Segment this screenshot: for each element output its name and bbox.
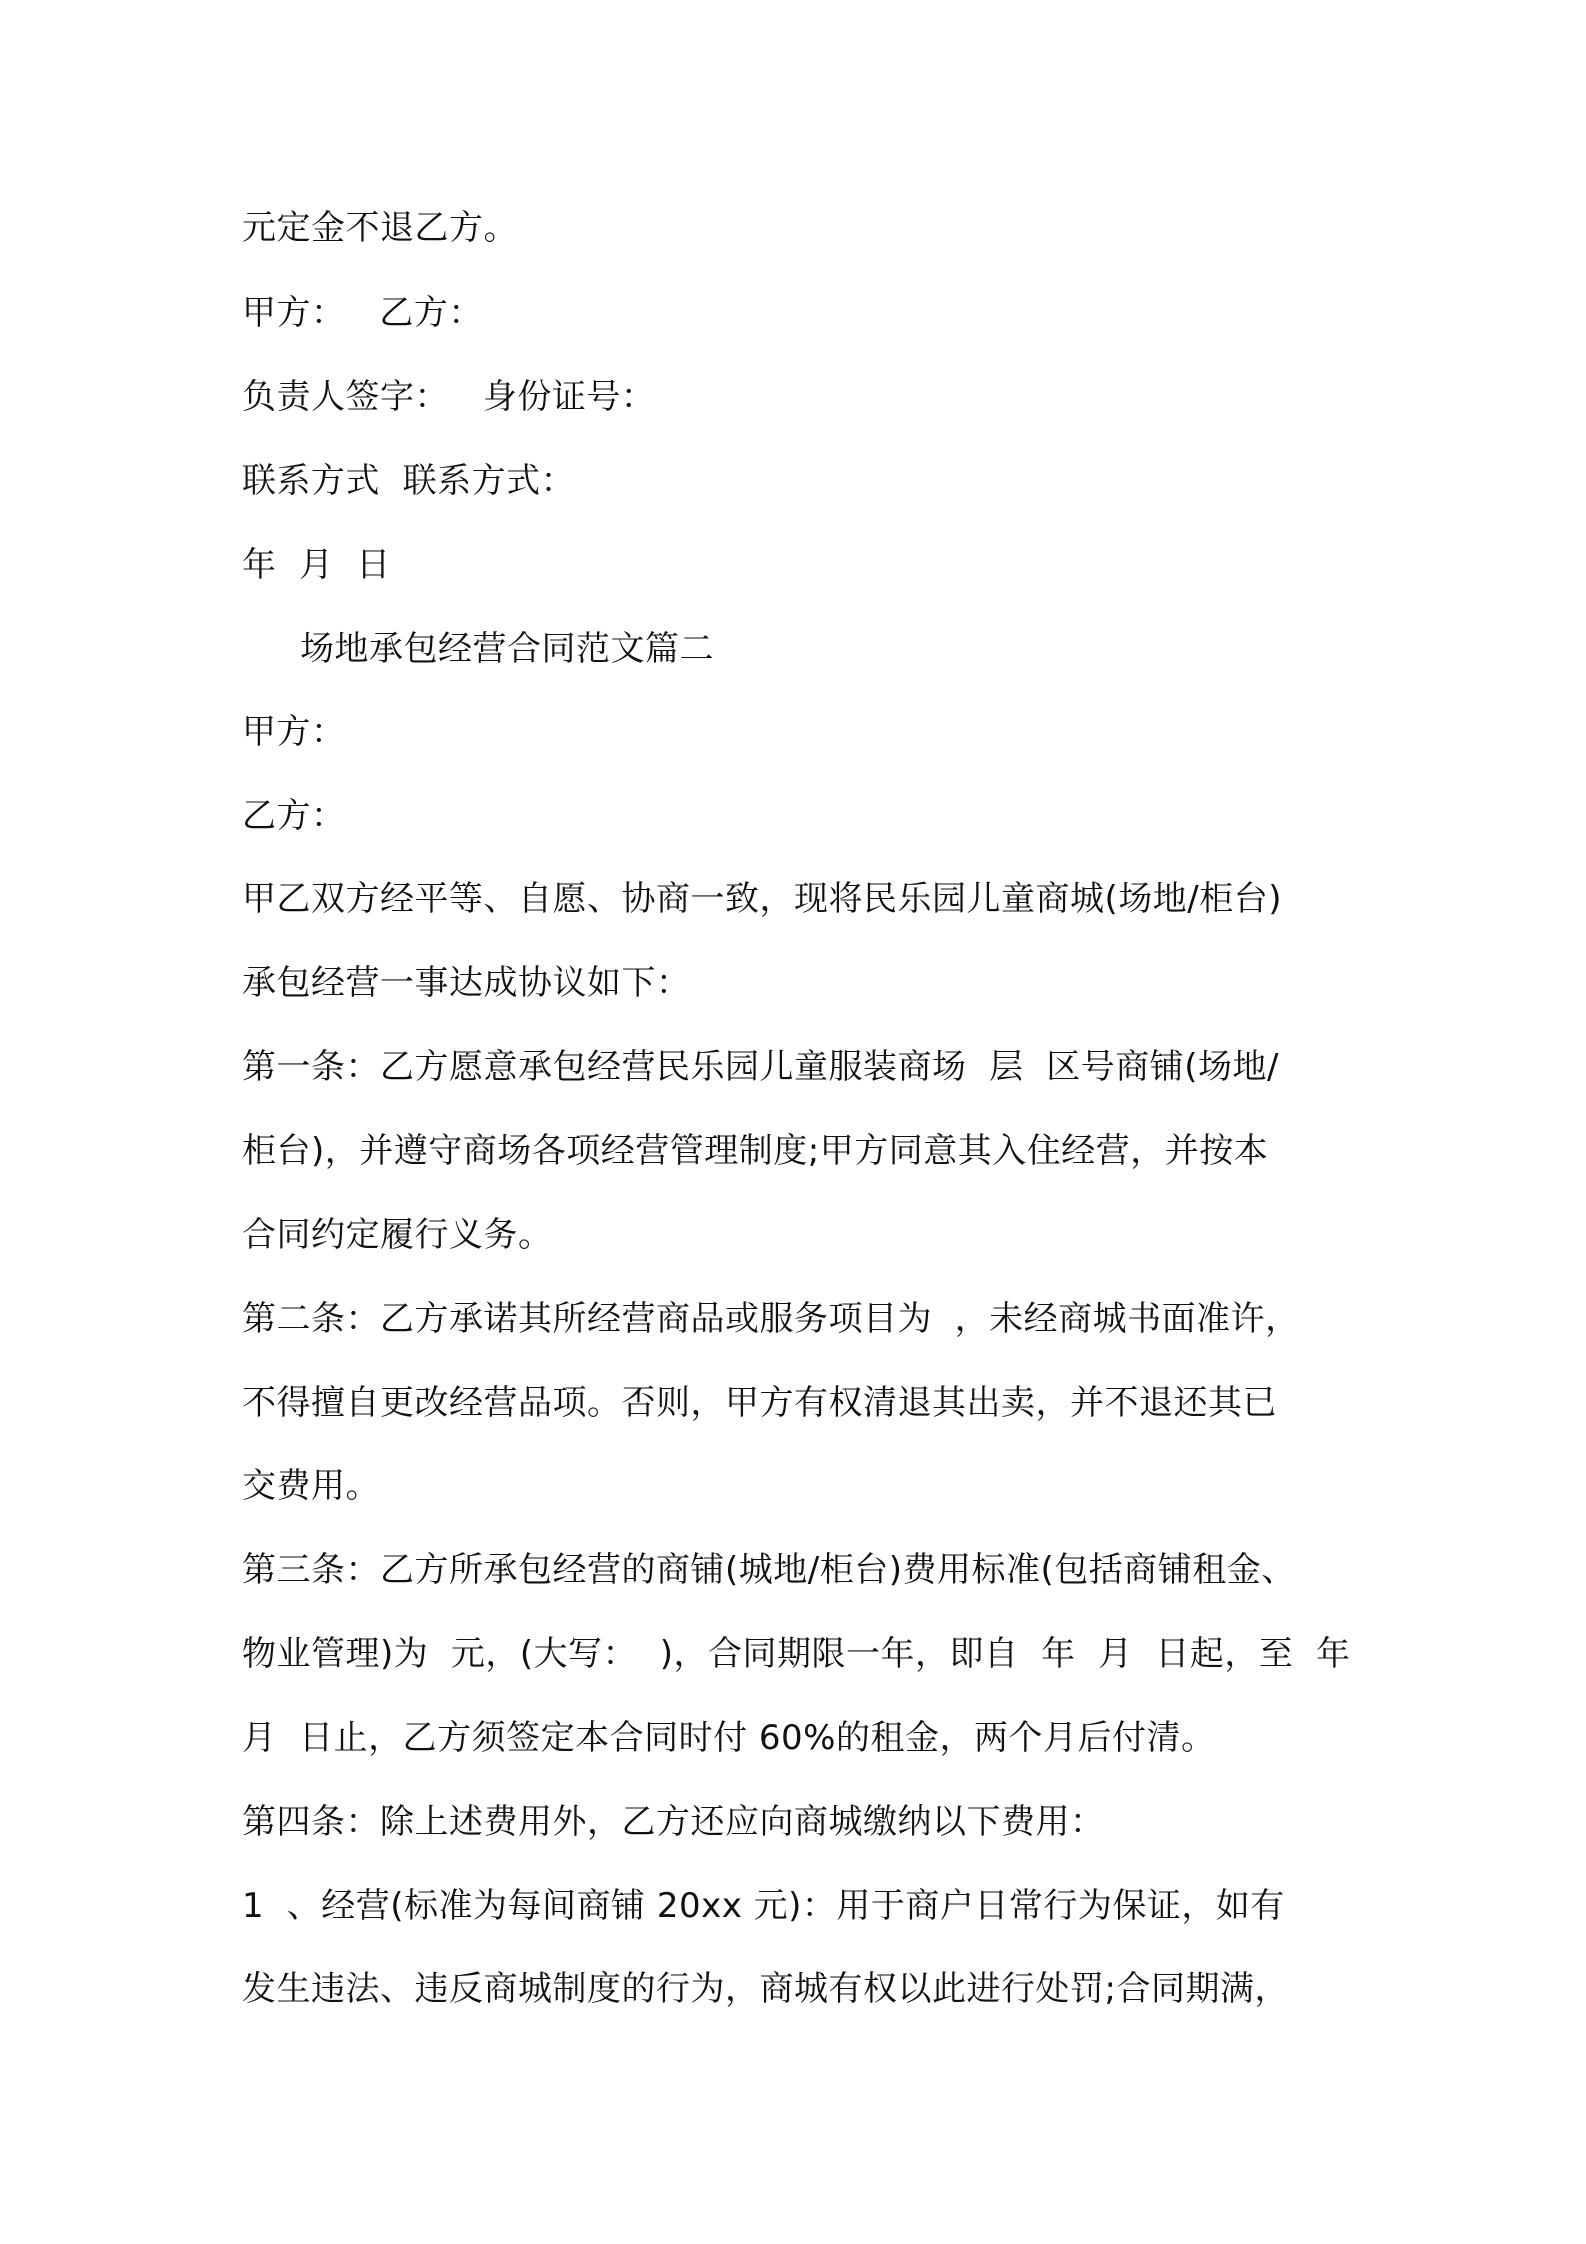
article-2-line-1: 第二条：乙方承诺其所经营商品或服务项目为 ，未经商城书面准许， <box>242 1299 1300 1339</box>
article-3-line-2: 物业管理)为 元，(大写： )，合同期限一年，即自 年 月 日起，至 年 <box>242 1634 1351 1674</box>
party-a-line: 甲方： <box>242 712 346 752</box>
party-signature-line: 甲方： 乙方： <box>242 293 483 333</box>
preamble-line-1: 甲乙双方经平等、自愿、协商一致，现将民乐园儿童商城(场地/柜台) <box>242 879 1282 919</box>
party-b-line: 乙方： <box>242 796 346 836</box>
responsible-person-line: 负责人签字： 身份证号： <box>242 377 656 417</box>
section-heading: 场地承包经营合同范文篇二 <box>300 629 714 669</box>
article-1-line-2: 柜台)，并遵守商场各项经营管理制度;甲方同意其入住经营，并按本 <box>242 1131 1269 1171</box>
fee-item-1-line-1: 1 、经营(标准为每间商铺 20xx 元)：用于商户日常行为保证，如有 <box>242 1886 1285 1926</box>
article-1-line-3: 合同约定履行义务。 <box>242 1215 553 1255</box>
article-4-line-1: 第四条：除上述费用外，乙方还应向商城缴纳以下费用： <box>242 1802 1105 1842</box>
article-2-line-3: 交费用。 <box>242 1466 380 1506</box>
article-2-line-2: 不得擅自更改经营品项。否则，甲方有权清退其出卖，并不退还其已 <box>242 1383 1277 1423</box>
deposit-clause-line: 元定金不退乙方。 <box>242 208 518 248</box>
date-line: 年 月 日 <box>242 545 391 585</box>
article-3-line-3: 月 日止，乙方须签定本合同时付 60%的租金，两个月后付清。 <box>242 1718 1216 1758</box>
article-1-line-1: 第一条：乙方愿意承包经营民乐园儿童服装商场 层 区号商铺(场地/ <box>242 1047 1279 1087</box>
contact-line: 联系方式 联系方式： <box>242 461 576 501</box>
fee-item-1-line-2: 发生违法、违反商城制度的行为，商城有权以此进行处罚;合同期满， <box>242 1969 1289 2009</box>
article-3-line-1: 第三条：乙方所承包经营的商铺(城地/柜台)费用标准(包括商铺租金、 <box>242 1550 1296 1590</box>
preamble-line-2: 承包经营一事达成协议如下： <box>242 963 691 1003</box>
